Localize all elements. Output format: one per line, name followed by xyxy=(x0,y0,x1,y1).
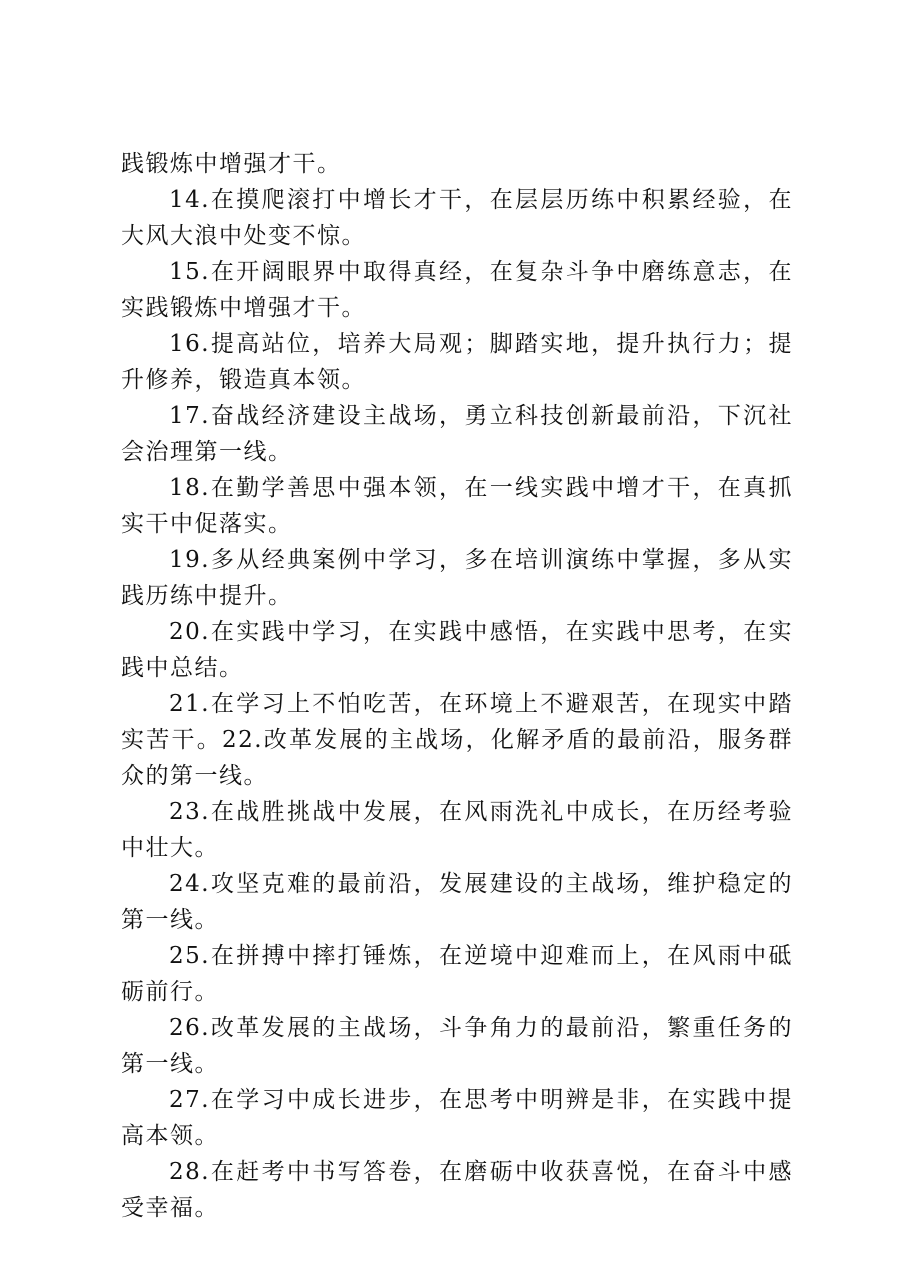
document-body xyxy=(121,146,793,1226)
paragraph-item-14: 14.在摸爬滚打中增长才干，在层层历练中积累经验，在大风大浪中处变不惊。 xyxy=(121,187,793,249)
paragraph-item-17: 17.奋战经济建设主战场，勇立科技创新最前沿，下沉社会治理第一线。 xyxy=(121,403,793,465)
paragraph-item-28: 28.在赶考中书写答卷，在磨砺中收获喜悦，在奋斗中感受幸福。 xyxy=(121,1159,793,1221)
paragraph-item-20: 20.在实践中学习，在实践中感悟，在实践中思考，在实践中总结。 xyxy=(121,619,793,681)
paragraph-item-27: 27.在学习中成长进步，在思考中明辨是非，在实践中提高本领。 xyxy=(121,1087,793,1149)
paragraph-item-16: 16.提高站位，培养大局观；脚踏实地，提升执行力；提升修养，锻造真本领。 xyxy=(121,331,793,393)
paragraph-item-25: 25.在拼搏中摔打锤炼，在逆境中迎难而上，在风雨中砥砺前行。 xyxy=(121,943,793,1005)
paragraph-continuation: 践锻炼中增强才干。 xyxy=(121,151,342,177)
paragraph-item-23: 23.在战胜挑战中发展，在风雨洗礼中成长，在历经考验中壮大。 xyxy=(121,799,793,861)
paragraph-item-24: 24.攻坚克难的最前沿，发展建设的主战场，维护稳定的第一线。 xyxy=(121,871,793,933)
paragraph-item-21-22: 21.在学习上不怕吃苦，在环境上不避艰苦，在现实中踏实苦干。22.改革发展的主战场，化解矛盾的最前沿，服务群众的第一线。 xyxy=(121,691,793,789)
paragraph-item-26: 26.改革发展的主战场，斗争角力的最前沿，繁重任务的第一线。 xyxy=(121,1015,793,1077)
paragraph-item-15: 15.在开阔眼界中取得真经，在复杂斗争中磨练意志，在实践锻炼中增强才干。 xyxy=(121,259,793,321)
paragraph-item-19: 19.多从经典案例中学习，多在培训演练中掌握，多从实践历练中提升。 xyxy=(121,547,793,609)
paragraph-item-18: 18.在勤学善思中强本领，在一线实践中增才干，在真抓实干中促落实。 xyxy=(121,475,793,537)
